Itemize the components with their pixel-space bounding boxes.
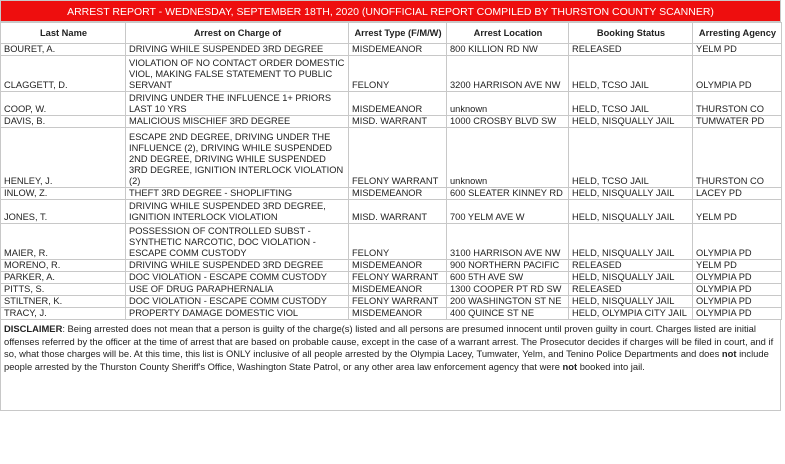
cell-arrest-location: 400 QUINCE ST NE xyxy=(447,308,569,320)
cell-arresting-agency: YELM PD xyxy=(693,260,782,272)
cell-charge: ESCAPE 2ND DEGREE, DRIVING UNDER THE INFLUENCE (2), DRIVING WHILE SUSPENDED 2ND DEGREE, DRIVING WHILE SUSPENDED 3RD DEGREE, IGNITION INTERLOCK VIOLATION (2) xyxy=(126,128,349,188)
cell-booking-status: HELD, OLYMPIA CITY JAIL xyxy=(569,308,693,320)
cell-arrest-location: 600 5TH AVE SW xyxy=(447,272,569,284)
cell-last-name: BOURET, A. xyxy=(1,44,126,56)
cell-charge: PROPERTY DAMAGE DOMESTIC VIOL xyxy=(126,308,349,320)
table-row xyxy=(1,260,782,272)
cell-booking-status: HELD, TCSO JAIL xyxy=(569,128,693,188)
cell-arrest-type: MISD. WARRANT xyxy=(349,116,447,128)
cell-arresting-agency: OLYMPIA PD xyxy=(693,308,782,320)
disclaimer-text-1: : Being arrested does not mean that a person is guilty of the charge(s) listed and all persons are presumed innocent until proven guilty in court. Charges listed are initial offenses referred by the officer at the time of arrest that are based on probable cause, except in the case of a warrant arrest. The Prosecutor decides if charges will be filed in court, and if so, what those charges will be. At this time, this list is ONLY inclusive of all people arrested by the Olympia Lacey, Tumwater, Yelm, and Tenino Police Departments and does xyxy=(4,323,774,360)
cell-booking-status: HELD, NISQUALLY JAIL xyxy=(569,296,693,308)
cell-last-name: INLOW, Z. xyxy=(1,188,126,200)
cell-arrest-location: 200 WASHINGTON ST NE xyxy=(447,296,569,308)
table-row xyxy=(1,272,782,284)
disclaimer-label: DISCLAIMER xyxy=(4,323,63,334)
cell-arrest-type: FELONY WARRANT xyxy=(349,296,447,308)
cell-arrest-location: 800 KILLION RD NW xyxy=(447,44,569,56)
cell-booking-status: HELD, NISQUALLY JAIL xyxy=(569,188,693,200)
cell-arresting-agency: OLYMPIA PD xyxy=(693,284,782,296)
cell-arrest-type: MISDEMEANOR xyxy=(349,188,447,200)
table-row xyxy=(1,308,782,320)
cell-booking-status: HELD, TCSO JAIL xyxy=(569,92,693,116)
cell-last-name: MAIER, R. xyxy=(1,224,126,260)
cell-booking-status: RELEASED xyxy=(569,260,693,272)
report-banner: ARREST REPORT - WEDNESDAY, SEPTEMBER 18TH, 2020 (UNOFFICIAL REPORT COMPILED BY THURSTON COUNTY SCANNER) xyxy=(0,0,781,22)
cell-arresting-agency: YELM PD xyxy=(693,200,782,224)
cell-arrest-type: MISDEMEANOR xyxy=(349,284,447,296)
cell-last-name: COOP, W. xyxy=(1,92,126,116)
cell-last-name: MORENO, R. xyxy=(1,260,126,272)
cell-charge: DRIVING WHILE SUSPENDED 3RD DEGREE xyxy=(126,260,349,272)
disclaimer-text-3: booked into jail. xyxy=(577,360,645,372)
cell-charge: DOC VIOLATION - ESCAPE COMM CUSTODY xyxy=(126,272,349,284)
cell-charge: DRIVING WHILE SUSPENDED 3RD DEGREE, IGNITION INTERLOCK VIOLATION xyxy=(126,200,349,224)
cell-arresting-agency: OLYMPIA PD xyxy=(693,224,782,260)
cell-charge: DRIVING WHILE SUSPENDED 3RD DEGREE xyxy=(126,44,349,56)
cell-charge: VIOLATION OF NO CONTACT ORDER DOMESTIC VIOL, MAKING FALSE STATEMENT TO PUBLIC SERVANT xyxy=(126,56,349,92)
cell-arrest-type: FELONY xyxy=(349,224,447,260)
cell-booking-status: RELEASED xyxy=(569,284,693,296)
cell-arrest-location: 1300 COOPER PT RD SW xyxy=(447,284,569,296)
cell-last-name: CLAGGETT, D. xyxy=(1,56,126,92)
cell-arresting-agency: LACEY PD xyxy=(693,188,782,200)
header-booking-status: Booking Status xyxy=(569,23,693,44)
cell-booking-status: HELD, NISQUALLY JAIL xyxy=(569,224,693,260)
cell-last-name: STILTNER, K. xyxy=(1,296,126,308)
cell-arresting-agency: YELM PD xyxy=(693,44,782,56)
cell-arresting-agency: TUMWATER PD xyxy=(693,116,782,128)
cell-arrest-type: MISDEMEANOR xyxy=(349,44,447,56)
table-row xyxy=(1,44,782,56)
table-row xyxy=(1,188,782,200)
cell-arresting-agency: THURSTON CO xyxy=(693,128,782,188)
cell-arrest-location: unknown xyxy=(447,128,569,188)
cell-charge: DOC VIOLATION - ESCAPE COMM CUSTODY xyxy=(126,296,349,308)
header-arrest-location: Arrest Location xyxy=(447,23,569,44)
cell-arrest-type: MISDEMEANOR xyxy=(349,308,447,320)
cell-charge: MALICIOUS MISCHIEF 3RD DEGREE xyxy=(126,116,349,128)
cell-last-name: TRACY, J. xyxy=(1,308,126,320)
cell-arresting-agency: OLYMPIA PD xyxy=(693,296,782,308)
table-row xyxy=(1,284,782,296)
cell-arrest-location: 600 SLEATER KINNEY RD xyxy=(447,188,569,200)
cell-arrest-location: 700 YELM AVE W xyxy=(447,200,569,224)
cell-arrest-type: FELONY xyxy=(349,56,447,92)
cell-booking-status: RELEASED xyxy=(569,44,693,56)
disclaimer-not-2: not xyxy=(562,360,578,372)
cell-charge: POSSESSION OF CONTROLLED SUBST - SYNTHETIC NARCOTIC, DOC VIOLATION - ESCAPE COMM CUSTODY xyxy=(126,224,349,260)
cell-booking-status: HELD, NISQUALLY JAIL xyxy=(569,272,693,284)
cell-booking-status: HELD, NISQUALLY JAIL xyxy=(569,200,693,224)
cell-booking-status: HELD, TCSO JAIL xyxy=(569,56,693,92)
header-charge: Arrest on Charge of xyxy=(126,23,349,44)
table-row xyxy=(1,56,782,92)
header-arrest-type: Arrest Type (F/M/W) xyxy=(349,23,447,44)
cell-arresting-agency: OLYMPIA PD xyxy=(693,272,782,284)
cell-arrest-type: FELONY WARRANT xyxy=(349,272,447,284)
arrest-table xyxy=(0,22,782,320)
table-row xyxy=(1,224,782,260)
cell-arrest-type: MISD. WARRANT xyxy=(349,200,447,224)
cell-arrest-type: MISDEMEANOR xyxy=(349,260,447,272)
table-row xyxy=(1,92,782,116)
table-row xyxy=(1,116,782,128)
table-row xyxy=(1,200,782,224)
cell-arrest-location: 900 NORTHERN PACIFIC xyxy=(447,260,569,272)
table-row xyxy=(1,128,782,188)
cell-last-name: JONES, T. xyxy=(1,200,126,224)
cell-last-name: PARKER, A. xyxy=(1,272,126,284)
cell-booking-status: HELD, NISQUALLY JAIL xyxy=(569,116,693,128)
cell-charge: USE OF DRUG PARAPHERNALIA xyxy=(126,284,349,296)
cell-last-name: HENLEY, J. xyxy=(1,128,126,188)
cell-arrest-location: unknown xyxy=(447,92,569,116)
cell-charge: THEFT 3RD DEGREE - SHOPLIFTING xyxy=(126,188,349,200)
disclaimer-text-2: include people arrested by the Thurston County Sheriff's Office, Washington State Patrol, or any other area law enforcement agency that were xyxy=(4,348,769,372)
header-arresting-agency: Arresting Agency xyxy=(693,23,782,44)
cell-arresting-agency: OLYMPIA PD xyxy=(693,56,782,92)
cell-arrest-location: 3200 HARRISON AVE NW xyxy=(447,56,569,92)
cell-last-name: PITTS, S. xyxy=(1,284,126,296)
table-header-row xyxy=(1,23,782,44)
cell-arresting-agency: THURSTON CO xyxy=(693,92,782,116)
cell-arrest-type: MISDEMEANOR xyxy=(349,92,447,116)
cell-arrest-location: 3100 HARRISON AVE NW xyxy=(447,224,569,260)
cell-arrest-type: FELONY WARRANT xyxy=(349,128,447,188)
disclaimer-not-1: not xyxy=(721,348,737,360)
cell-arrest-location: 1000 CROSBY BLVD SW xyxy=(447,116,569,128)
header-last-name: Last Name xyxy=(1,23,126,44)
cell-last-name: DAVIS, B. xyxy=(1,116,126,128)
cell-charge: DRIVING UNDER THE INFLUENCE 1+ PRIORS LAST 10 YRS xyxy=(126,92,349,116)
disclaimer xyxy=(0,320,781,411)
table-row xyxy=(1,296,782,308)
